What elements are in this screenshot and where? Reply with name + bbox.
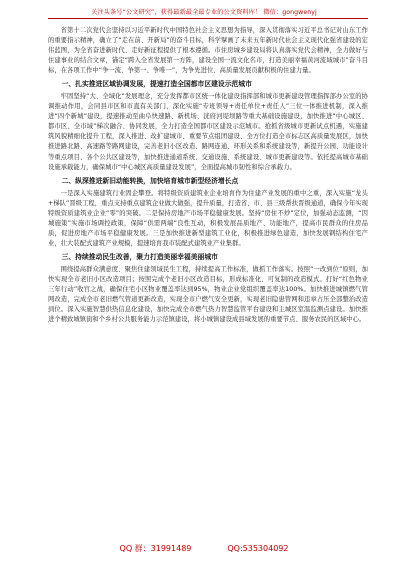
section-1-paragraph: 牢固坚持“大、全域化”发展理念，充分发挥都市区统一体化建设指挥部和城市更新建设管理指挥部办公室的协调推动作用，会同县市区和市直有关部门，深化实施“专班领导+责任单位+责任人”三位一体推进机制，深入推进“四个新城”建设，提速推动至曲阜快速路、新机场、洸府河堤坝路等重大基础设施建设，加快推进“中心城区、都市区、全市域”梯次融合、协同发展，全力打造全国都市区建设示范城市。抢抓省级城市更新试点机遇，实施建筑风貌精细化提升工程，深入推进、改扩建城市、重要节点组团建设、全方位打造全市标志区高质量发展区，加快推进路北路、高速路等路网建设，完善老旧小区改造、路网连通、环形关系和系统建设等，新提升公园、功能设计等重点项目、各个公共区建设等，加快推进通道系统、交通设施、系统建设、城市更新建设等。依托提高城市基础设施承载能力，确保城市“中心城区高质量建设发展”，全面提高城市韧性和综合承载力。 xyxy=(48,93,368,171)
banner-text-left: 关注头条号“公文研究”，获得最新最全最专业的公文资料库！ xyxy=(91,9,262,16)
intro-paragraph: 省第十二次党代会坚持以习近平新时代中国特色社会主义思想为指导，深入贯彻落实习近平总书记对山东工作的重要指示精神，确立了“走在前、开新局”的奋斗目标，科学擘画了未来五年新时代社会主义现代化强省建设的宏伟蓝图，为全省奋进新时代、走好新征程提供了根本遵循。市住房城乡建设局将认真落实党代会精神，全力做好与住建事业的结合文章，锚定“跨入全省发展第一方阵，建设全国一流文化名市，打造美丽幸福黄河流域城市”奋斗目标，在各项工作中“争一流、争第一、争唯一”，为争先进位、高质量发展贡献积极的住建力量。 xyxy=(48,27,368,75)
promo-banner xyxy=(0,7,408,16)
banner-divider xyxy=(48,18,368,19)
contact-footer xyxy=(0,543,408,554)
banner-text-right: 微信：gongwenyj xyxy=(263,9,317,16)
qq-text: QQ:535304092 xyxy=(227,544,289,553)
document-body xyxy=(48,26,368,325)
section-3-paragraph: 围绕提高群众满意度、聚焦住建领域民生工程，持续提高工作标准，做抓工作落实。按照“一改到位”原则，加快实现全市老旧小区改造项目；按照完成个老旧小区改造目标，形成标准化、可复制的改造模式。打好“红色物业三年行动”收官之战，确保住宅小区物业覆盖率达到95%，物业企业党组织覆盖率达100%。加快推进城镇燃气管网改造，完成全市老旧燃气管道更新改造，实现全市户燃气安全更新，实现老旧隐患管网和违章占压全部整治改造到位。深入实施智慧供热信息化建设，加快完成全市燃气热力智慧监管平台建设和主城区室温监测点建设。加快推进个精致城镇街和个乡村公共服务能力示范镇建设，将小城镇建设成县域发展的重要节点、服务农民的区域中心。 xyxy=(48,265,368,324)
section-1-heading: 一、扎实推进区域协调发展，提速打造全国都市区建设示范城市 xyxy=(61,80,252,89)
section-2-paragraph: 一是深入实施建筑行业固企攀登。将特级资质建筑业企业培育作为住建产业发展的重中之重，深入实施“龙头+梯队”晋级工程，重点支持重点建筑企业做大做强，提升质量，打造省、市、县三级帮扶晋级通道，确保今年实现特级资质建筑业企业“零”的突破。二是保持房地产市场平稳健康发展。坚持“房住不炒”定位，加强动态监测，“因城施策”实施市场调控政策，保障“供需两端”良性互动，积极发展品质地产、功能地产，提高市民群众的住房品质，促进房地产市场平稳健康发展。三是加快推进新型建筑工业化，积极推进绿色建造，加快发展钢结构住宅产业，壮大装配式建筑产业规模，提速培育我市装配式建筑业产业集群。 xyxy=(48,189,368,247)
qq-group-text: QQ 群：31991489 xyxy=(119,544,192,553)
section-3-heading: 三、持续推动民生改善，聚力打造美丽幸福美丽城市 xyxy=(61,252,218,261)
section-2-heading: 二、纵深推进新旧动能转换，加快培育城市新型经济增长点 xyxy=(61,176,239,185)
